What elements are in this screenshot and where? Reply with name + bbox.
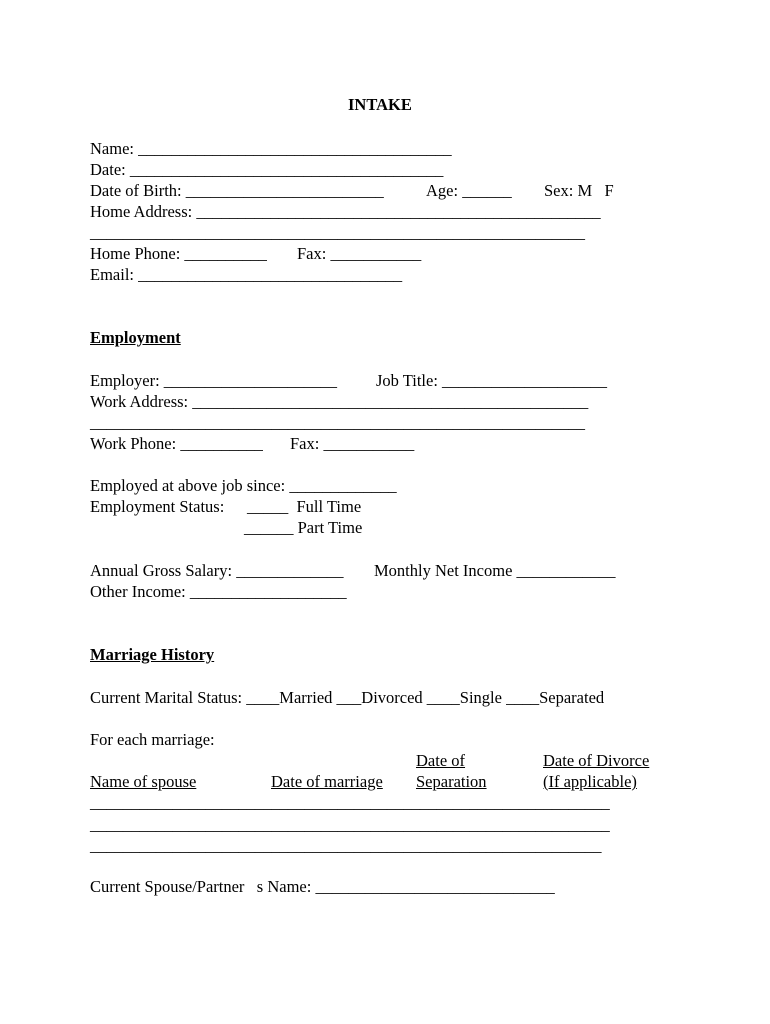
home-address-field[interactable]: Home Address: _________________________________________________ [90, 202, 601, 221]
home-phone-field[interactable]: Home Phone: __________ [90, 244, 267, 263]
part-time-option[interactable]: ______ Part Time [244, 518, 363, 537]
employment-heading: Employment [90, 328, 181, 347]
annual-gross-salary-field[interactable]: Annual Gross Salary: _____________ [90, 561, 344, 580]
form-title: INTAKE [348, 95, 412, 114]
name-field[interactable]: Name: ______________________________________ [90, 139, 452, 158]
col-divorce-line1: Date of Divorce [543, 751, 650, 770]
home-fax-field[interactable]: Fax: ___________ [297, 244, 422, 263]
current-spouse-name-field[interactable]: Current Spouse/Partner s Name: _____________________________ [90, 877, 555, 896]
marriage-row-line[interactable]: _______________________________________________________________ [90, 793, 610, 812]
marriage-history-heading: Marriage History [90, 645, 215, 664]
work-fax-field[interactable]: Fax: ___________ [290, 434, 415, 453]
employment-status-label: Employment Status: [90, 497, 225, 516]
home-address-continued-line[interactable]: ____________________________________________________________ [90, 223, 585, 242]
col-name-of-spouse: Name of spouse [90, 772, 197, 791]
work-phone-field[interactable]: Work Phone: __________ [90, 434, 263, 453]
age-field[interactable]: Age: ______ [426, 181, 512, 200]
work-address-field[interactable]: Work Address: ________________________________________________ [90, 392, 589, 411]
date-field[interactable]: Date: ______________________________________ [90, 160, 444, 179]
other-income-field[interactable]: Other Income: ___________________ [90, 582, 347, 601]
employed-since-field[interactable]: Employed at above job since: _____________ [90, 476, 397, 495]
col-separation-line2: Separation [416, 772, 487, 791]
marriage-row-line[interactable]: ______________________________________________________________ [90, 836, 602, 855]
col-date-of-marriage: Date of marriage [271, 772, 383, 791]
email-field[interactable]: Email: ________________________________ [90, 265, 403, 284]
col-separation-line1: Date of [416, 751, 466, 770]
dob-field[interactable]: Date of Birth: ________________________ [90, 181, 384, 200]
marriage-row-line[interactable]: _______________________________________________________________ [90, 815, 610, 834]
work-address-continued-line[interactable]: ____________________________________________________________ [90, 413, 585, 432]
sex-field[interactable]: Sex: M F [544, 181, 614, 200]
job-title-field[interactable]: Job Title: ____________________ [376, 371, 608, 390]
for-each-marriage-label: For each marriage: [90, 730, 215, 749]
monthly-net-income-field[interactable]: Monthly Net Income ____________ [374, 561, 616, 580]
employer-field[interactable]: Employer: _____________________ [90, 371, 338, 390]
col-divorce-line2: (If applicable) [543, 772, 637, 791]
marital-status-field[interactable]: Current Marital Status: ____Married ___Divorced ____Single ____Separated [90, 688, 605, 707]
full-time-option[interactable]: _____ Full Time [247, 497, 362, 516]
